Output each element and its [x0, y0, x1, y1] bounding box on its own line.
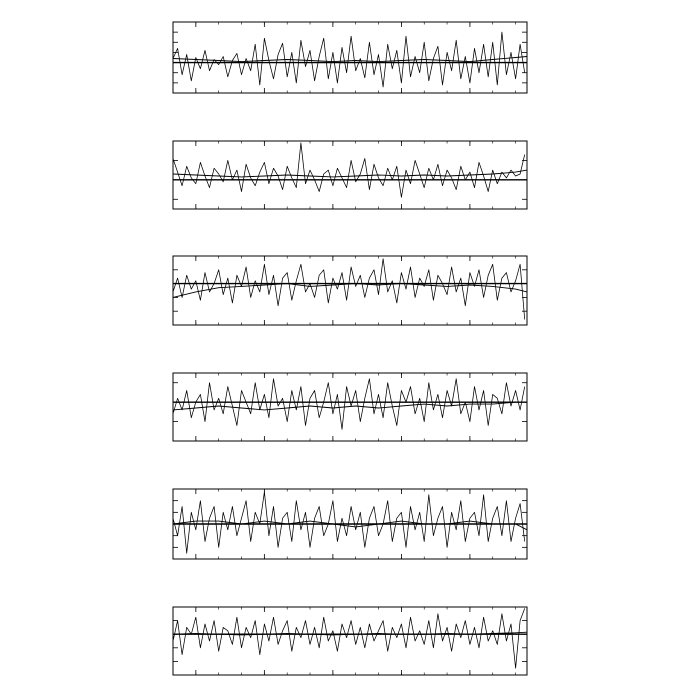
chart-3-series-smoothed — [173, 284, 527, 298]
chart-6-frame — [173, 607, 527, 675]
chart-2-series-annual — [173, 143, 525, 197]
chart-5-series-annual — [173, 492, 525, 553]
chart-4-series-smoothed — [173, 402, 527, 410]
chart-5-series-smoothed — [173, 521, 527, 530]
chart-3-series-annual — [173, 259, 525, 320]
chart-3-frame — [173, 256, 527, 325]
chart-6-series-annual — [173, 608, 525, 668]
chart-1-series-annual — [173, 32, 525, 87]
chart-2-series-smoothed — [173, 170, 527, 177]
chart-1-series-smoothed — [173, 57, 527, 62]
chart-1-frame — [173, 22, 527, 93]
